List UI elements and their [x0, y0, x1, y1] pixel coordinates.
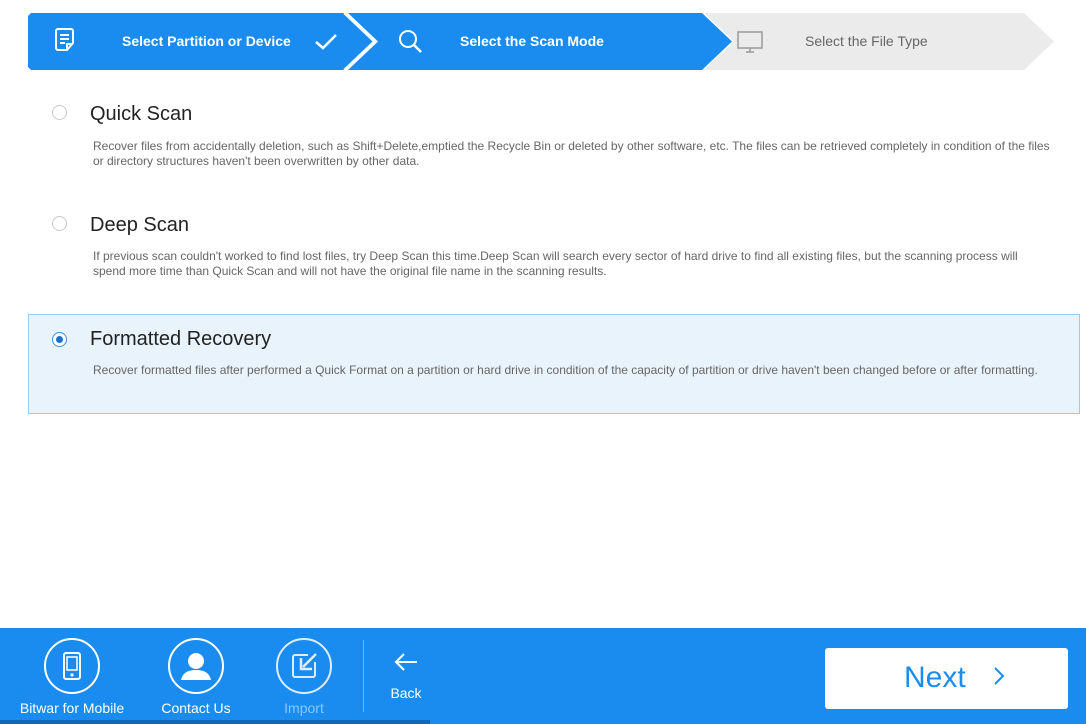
step-wizard — [28, 13, 1054, 70]
formatted-recovery-radio[interactable] — [52, 332, 67, 347]
toolbar-divider — [363, 640, 364, 712]
next-button[interactable] — [825, 648, 1068, 709]
deep-scan-option[interactable] — [28, 205, 1080, 295]
formatted-recovery-title: Formatted Recovery — [90, 328, 272, 350]
back-label: Back — [390, 685, 422, 701]
arrow-left-icon — [393, 659, 419, 676]
step-2-label: Select the Scan Mode — [460, 33, 604, 49]
bitwar-mobile-label: Bitwar for Mobile — [19, 700, 125, 716]
step-1-label: Select Partition or Device — [122, 33, 291, 49]
deep-scan-title: Deep Scan — [90, 214, 189, 236]
contact-us-label: Contact Us — [161, 700, 231, 716]
chevron-right-icon — [993, 666, 1005, 689]
quick-scan-description: Recover files from accidentally deletion, such as Shift+Delete,emptied the Recycle Bin or deleted by other software, etc. The files can be retrieved completely in condition of the files or directory structures haven't been overwritten by other data. — [93, 139, 1050, 168]
back-button[interactable] — [383, 652, 429, 701]
quick-scan-title: Quick Scan — [90, 103, 193, 125]
contact-us-button[interactable] — [150, 638, 242, 716]
person-icon — [168, 638, 224, 694]
next-label: Next — [904, 661, 966, 694]
quick-scan-option[interactable] — [28, 95, 1080, 185]
formatted-recovery-description: Recover formatted files after performed a Quick Format on a partition or hard drive in condition of the capacity of partition or drive haven't been changed before or after formatting. — [93, 363, 1038, 377]
document-icon — [55, 27, 77, 58]
monitor-icon — [737, 31, 763, 58]
mobile-icon — [44, 638, 100, 694]
deep-scan-radio[interactable] — [52, 216, 67, 231]
checkmark-icon — [314, 33, 338, 56]
formatted-recovery-option[interactable] — [28, 314, 1080, 414]
window-bottom-edge — [0, 720, 430, 724]
search-icon — [397, 28, 423, 59]
step-3-label: Select the File Type — [805, 33, 928, 49]
quick-scan-radio[interactable] — [52, 105, 67, 120]
import-button[interactable] — [258, 638, 350, 716]
bitwar-mobile-button[interactable] — [0, 638, 144, 716]
bottom-toolbar — [0, 628, 1086, 724]
import-label: Import — [284, 700, 324, 716]
deep-scan-description: If previous scan couldn't worked to find lost files, try Deep Scan this time.Deep Scan will search every sector of hard drive to find all existing files, but the scanning process will spend more time than Quick Scan and will not have the original file name in the scanning results. — [93, 249, 1018, 278]
import-icon — [276, 638, 332, 694]
